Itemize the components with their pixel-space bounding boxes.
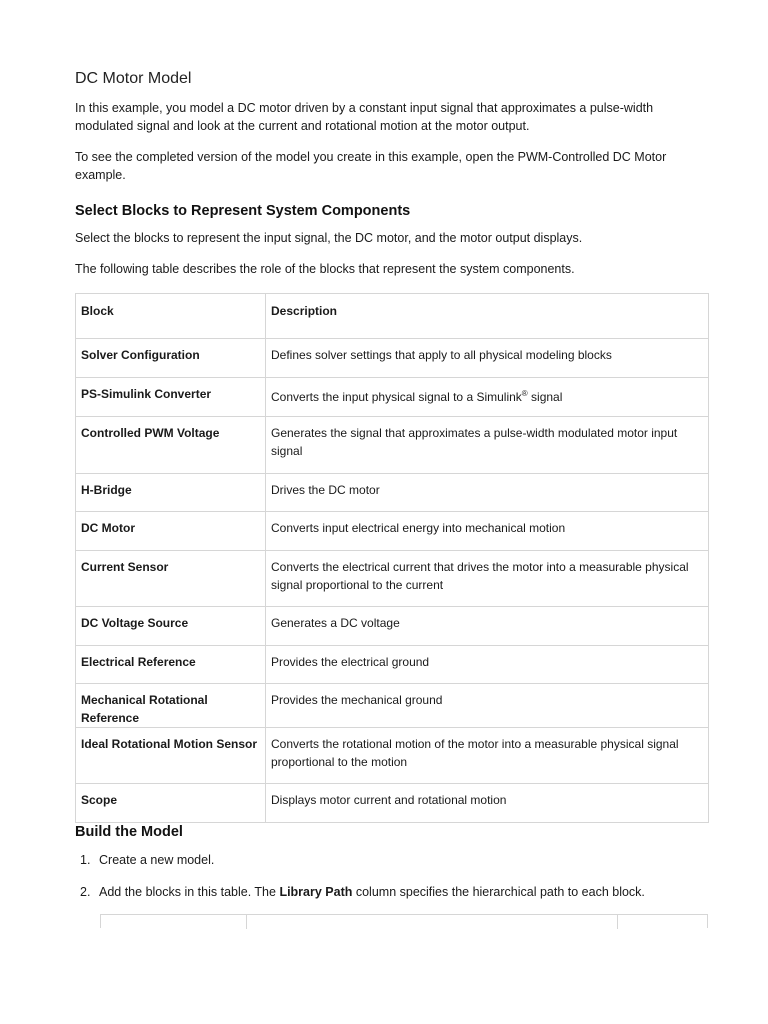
description-suffix: signal [527,390,563,404]
description-cell: Converts input electrical energy into mechanical motion [266,512,709,551]
section-heading-select-blocks: Select Blocks to Represent System Components [75,203,411,219]
description-cell: Converts the rotational motion of the motor into a measurable physical signal proportional to the motion [266,728,709,784]
step-number: 2. [80,885,91,899]
column-divider [617,915,618,929]
page-title: DC Motor Model [75,70,192,87]
table-row [76,512,709,551]
column-header-description: Description [266,294,709,339]
description-text: Converts the input physical signal to a Simulink [271,390,522,404]
column-header-block: Block [76,294,266,339]
step-text: Create a new model. [99,853,215,867]
table-row [76,646,709,684]
select-paragraph-1: Select the blocks to represent the input signal, the DC motor, and the motor output displays. [75,231,583,245]
column-divider [246,915,247,929]
table-row [76,339,709,378]
table-row [76,684,709,728]
block-cell: Controlled PWM Voltage [76,417,266,474]
description-cell: Generates the signal that approximates a pulse-width modulated motor input signal [266,417,709,474]
table-row [76,378,709,417]
block-cell: Mechanical Rotational Reference [76,684,266,728]
registered-mark: ® [521,389,528,398]
description-cell: Provides the mechanical ground [266,684,709,728]
step-number: 1. [80,853,91,867]
block-cell: Current Sensor [76,551,266,607]
description-cell: Converts the electrical current that drives the motor into a measurable physical signal proportional to the current [266,551,709,607]
intro-paragraph-1: In this example, you model a DC motor driven by a constant input signal that approximates a pulse-width modulated signal and look at the current and rotational motion at the motor output. [75,101,654,133]
description-cell: Drives the DC motor [266,474,709,512]
block-cell: Scope [76,784,266,823]
block-cell: PS-Simulink Converter [76,378,266,417]
list-item [80,883,645,901]
description-cell: Displays motor current and rotational motion [266,784,709,823]
table-row [76,551,709,607]
block-cell: DC Motor [76,512,266,551]
library-path-table [100,914,708,928]
intro-paragraph-2-text: To see the completed version of the model you create in this example, open the PWM-Controlled DC Motor example. [75,150,667,182]
block-cell: DC Voltage Source [76,607,266,646]
table-row [76,784,709,823]
description-cell [266,378,709,417]
blocks-table [75,293,709,823]
block-cell: Ideal Rotational Motion Sensor [76,728,266,784]
block-cell: Electrical Reference [76,646,266,684]
table-row [76,728,709,784]
description-cell: Generates a DC voltage [266,607,709,646]
table-row [76,474,709,512]
table-header-row [76,294,709,339]
step-text-bold: Library Path [279,885,353,899]
select-paragraph-2: The following table describes the role of the blocks that represent the system components. [75,262,575,276]
block-cell: H-Bridge [76,474,266,512]
section-heading-build-model: Build the Model [75,824,183,840]
step-text-pre: Add the blocks in this table. The [99,885,280,899]
table-row [76,417,709,474]
description-cell: Defines solver settings that apply to all physical modeling blocks [266,339,709,378]
table-row [76,607,709,646]
description-cell: Provides the electrical ground [266,646,709,684]
intro-paragraph-2 [75,148,705,184]
block-cell: Solver Configuration [76,339,266,378]
list-item [80,851,214,869]
step-text-post: column specifies the hierarchical path to each block. [352,885,645,899]
